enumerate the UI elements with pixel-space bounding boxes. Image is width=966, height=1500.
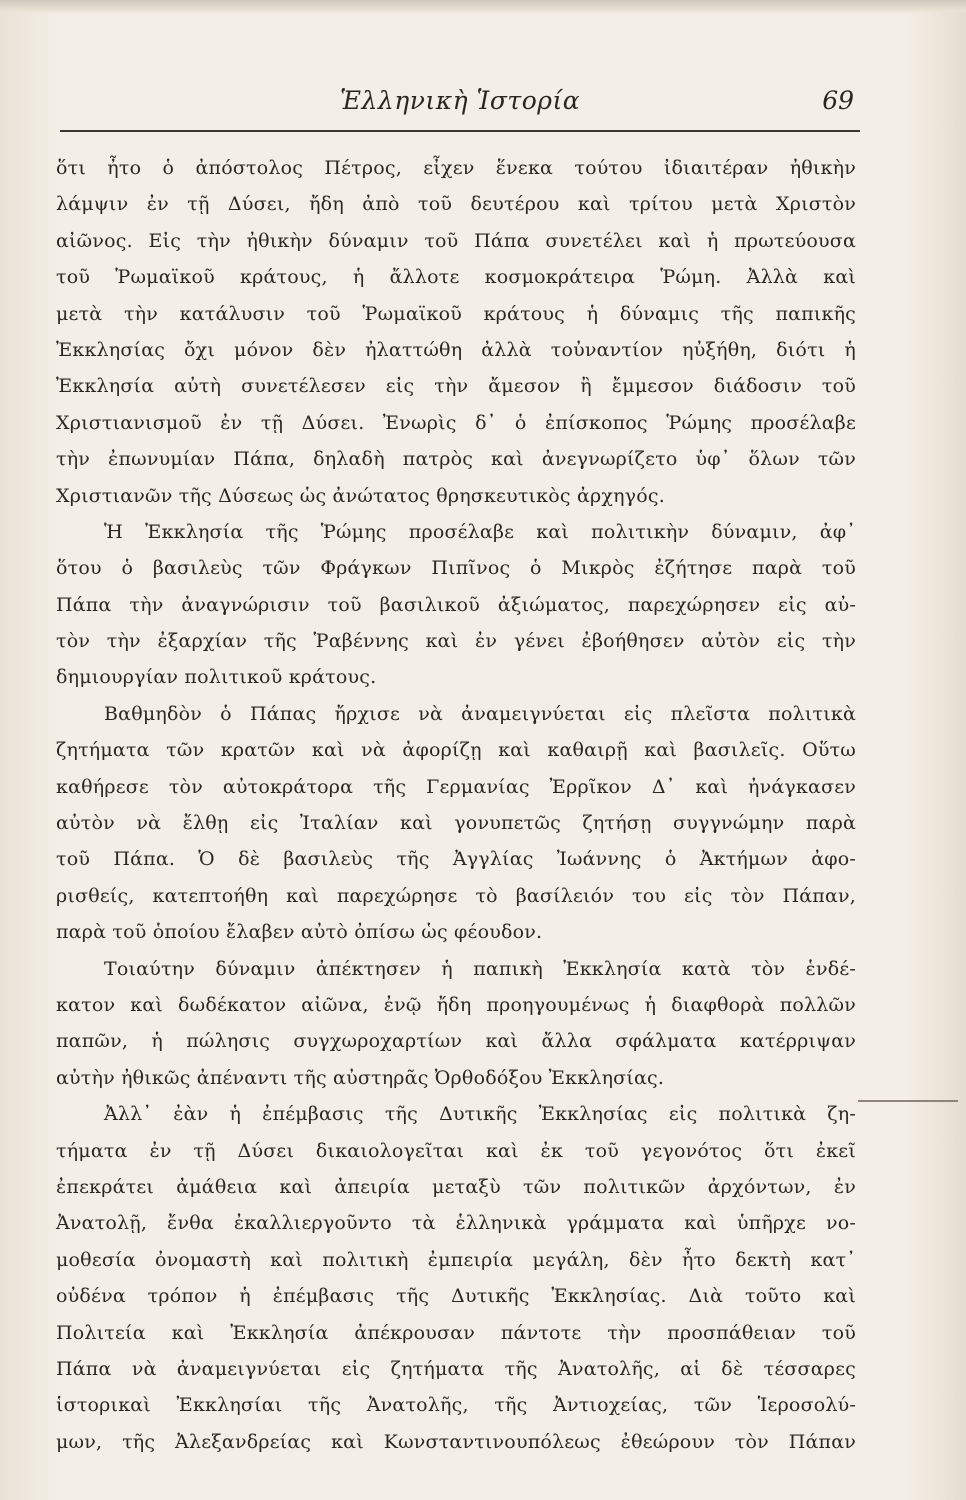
text-line: παρὰ τοῦ ὁποίου ἔλαβεν αὐτὸ ὀπίσω ὡς φέουδον. xyxy=(56,921,543,944)
text-line: ὅτι ἦτο ὁ ἀπόστολος Πέτρος, εἶχεν ἕνεκα τούτου ἰδιαιτέραν ἠθικὴν xyxy=(56,157,856,179)
page-number: 69 xyxy=(822,86,854,115)
margin-pencil-mark xyxy=(858,1100,958,1102)
text-line: Βαθμηδὸν ὁ Πάπας ἤρχισε νὰ ἀναμειγνύεται εἰς πλεῖστα πολιτικὰ xyxy=(104,702,856,725)
text-line: ὅτου ὁ βασιλεὺς τῶν Φράγκων Πιπῖνος ὁ Μικρὸς ἐζήτησε παρὰ τοῦ xyxy=(56,557,856,580)
text-line: Πολιτεία καὶ Ἐκκλησία ἀπέκρουσαν πάντοτε τὴν προσπάθειαν τοῦ xyxy=(56,1321,856,1344)
text-line: μετὰ τὴν κατάλυσιν τοῦ Ῥωμαϊκοῦ κράτους ἡ δύναμις τῆς παπικῆς xyxy=(56,302,856,325)
text-line: αὐτὸν νὰ ἔλθῃ εἰς Ἰταλίαν καὶ γονυπετῶς ζητήσῃ συγγνώμην παρὰ xyxy=(56,812,856,835)
text-line: ρισθείς, κατεπτοήθη καὶ παρεχώρησε τὸ βασίλειόν του εἰς τὸν Πάπαν, xyxy=(56,884,856,907)
text-line: μοθεσία ὀνομαστὴ καὶ πολιτικὴ ἐμπειρία μεγάλη, δὲν ἦτο δεκτὴ κατ᾽ xyxy=(56,1248,856,1271)
text-line: τοῦ Πάπα. Ὁ δὲ βασιλεὺς τῆς Ἀγγλίας Ἰωάννης ὁ Ἀκτήμων ἀφο- xyxy=(56,848,856,871)
text-line: Τοιαύτην δύναμιν ἀπέκτησεν ἡ παπικὴ Ἐκκλησία κατὰ τὸν ἑνδέ- xyxy=(104,957,856,980)
text-line: μων, τῆς Ἀλεξανδρείας καὶ Κωνσταντινουπόλεως ἐθεώρουν τὸν Πάπαν xyxy=(56,1430,856,1453)
text-line: λάμψιν ἐν τῇ Δύσει, ἤδη ἀπὸ τοῦ δευτέρου καὶ τρίτου μετὰ Χριστὸν xyxy=(56,193,856,216)
running-head-title: Ἑλληνικὴ Ἱστορία xyxy=(340,86,581,115)
text-line: ἐπεκράτει ἀμάθεια καὶ ἀπειρία μεταξὺ τῶν πολιτικῶν ἀρχόντων, ἐν xyxy=(56,1175,856,1198)
page-top-edge xyxy=(0,0,966,14)
text-line: Πάπα νὰ ἀναμειγνύεται εἰς ζητήματα τῆς Ἀνατολῆς, αἱ δὲ τέσσαρες xyxy=(56,1357,856,1380)
text-line: Χριστιανισμοῦ ἐν τῇ Δύσει. Ἐνωρὶς δ᾽ ὁ ἐπίσκοπος Ῥώμης προσέλαβε xyxy=(56,411,856,434)
text-line: αὐτὴν ἠθικῶς ἀπέναντι τῆς αὐστηρᾶς Ὀρθοδόξου Ἐκκλησίας. xyxy=(56,1066,665,1089)
text-line: τὸν τὴν ἐξαρχίαν τῆς Ῥαβέννης καὶ ἐν γένει ἐβοήθησεν αὐτὸν εἰς τὴν xyxy=(56,630,856,653)
text-line: Ἡ Ἐκκλησία τῆς Ῥώμης προσέλαβε καὶ πολιτικὴν δύναμιν, ἀφ᾽ xyxy=(104,520,856,543)
running-head xyxy=(60,86,860,126)
body-text xyxy=(56,150,856,1460)
text-line: Χριστιανῶν τῆς Δύσεως ὡς ἀνώτατος θρησκευτικὸς ἀρχηγός. xyxy=(56,484,665,507)
text-line: τὴν ἐπωνυμίαν Πάπα, δηλαδὴ πατρὸς καὶ ἀνεγνωρίζετο ὑφ᾽ ὅλων τῶν xyxy=(56,448,856,471)
text-line: τήματα ἐν τῇ Δύσει δικαιολογεῖται καὶ ἐκ τοῦ γεγονότος ὅτι ἐκεῖ xyxy=(56,1139,856,1162)
text-line: Ἐκκλησία αὐτὴ συνετέλεσεν εἰς τὴν ἄμεσον ἢ ἔμμεσον διάδοσιν τοῦ xyxy=(56,375,856,398)
text-line: Ἐκκλησίας ὄχι μόνον δὲν ἠλαττώθη ἀλλὰ τοὐναντίον ηὐξήθη, διότι ἡ xyxy=(56,338,856,361)
text-line: Ἀλλ᾽ ἐὰν ἡ ἐπέμβασις τῆς Δυτικῆς Ἐκκλησίας εἰς πολιτικὰ ζη- xyxy=(104,1103,856,1126)
text-line: Ἀνατολῇ, ἔνθα ἐκαλλιεργοῦντο τὰ ἑλληνικὰ γράμματα καὶ ὑπῆρχε νο- xyxy=(56,1212,856,1235)
text-line: δημιουργίαν πολιτικοῦ κράτους. xyxy=(56,666,377,689)
text-line: τοῦ Ῥωμαϊκοῦ κράτους, ἡ ἄλλοτε κοσμοκράτειρα Ῥώμη. Ἀλλὰ καὶ xyxy=(56,266,856,289)
text-line: καθήρεσε τὸν αὐτοκράτορα τῆς Γερμανίας Ἐρρῖκον Δ᾽ καὶ ἠνάγκασεν xyxy=(56,775,856,798)
text-line: ἱστορικαὶ Ἐκκλησίαι τῆς Ἀνατολῆς, τῆς Ἀντιοχείας, τῶν Ἱεροσολύ- xyxy=(56,1394,856,1417)
header-rule xyxy=(60,130,860,132)
text-line: ζητήματα τῶν κρατῶν καὶ νὰ ἀφορίζῃ καὶ καθαιρῇ καὶ βασιλεῖς. Οὕτω xyxy=(56,739,856,762)
text-line: Πάπα τὴν ἀναγνώρισιν τοῦ βασιλικοῦ ἀξιώματος, παρεχώρησεν εἰς αὐ- xyxy=(56,593,856,616)
text-line: αἰῶνος. Εἰς τὴν ἠθικὴν δύναμιν τοῦ Πάπα συνετέλει καὶ ἡ πρωτεύουσα xyxy=(56,229,856,252)
text-line: κατον καὶ δωδέκατον αἰῶνα, ἐνῷ ἤδη προηγουμένως ἡ διαφθορὰ πολλῶν xyxy=(56,993,856,1016)
text-line: οὐδένα τρόπον ἡ ἐπέμβασις τῆς Δυτικῆς Ἐκκλησίας. Διὰ τοῦτο καὶ xyxy=(56,1285,856,1308)
text-line: παπῶν, ἡ πώλησις συγχωροχαρτίων καὶ ἄλλα σφάλματα κατέρριψαν xyxy=(56,1030,856,1053)
